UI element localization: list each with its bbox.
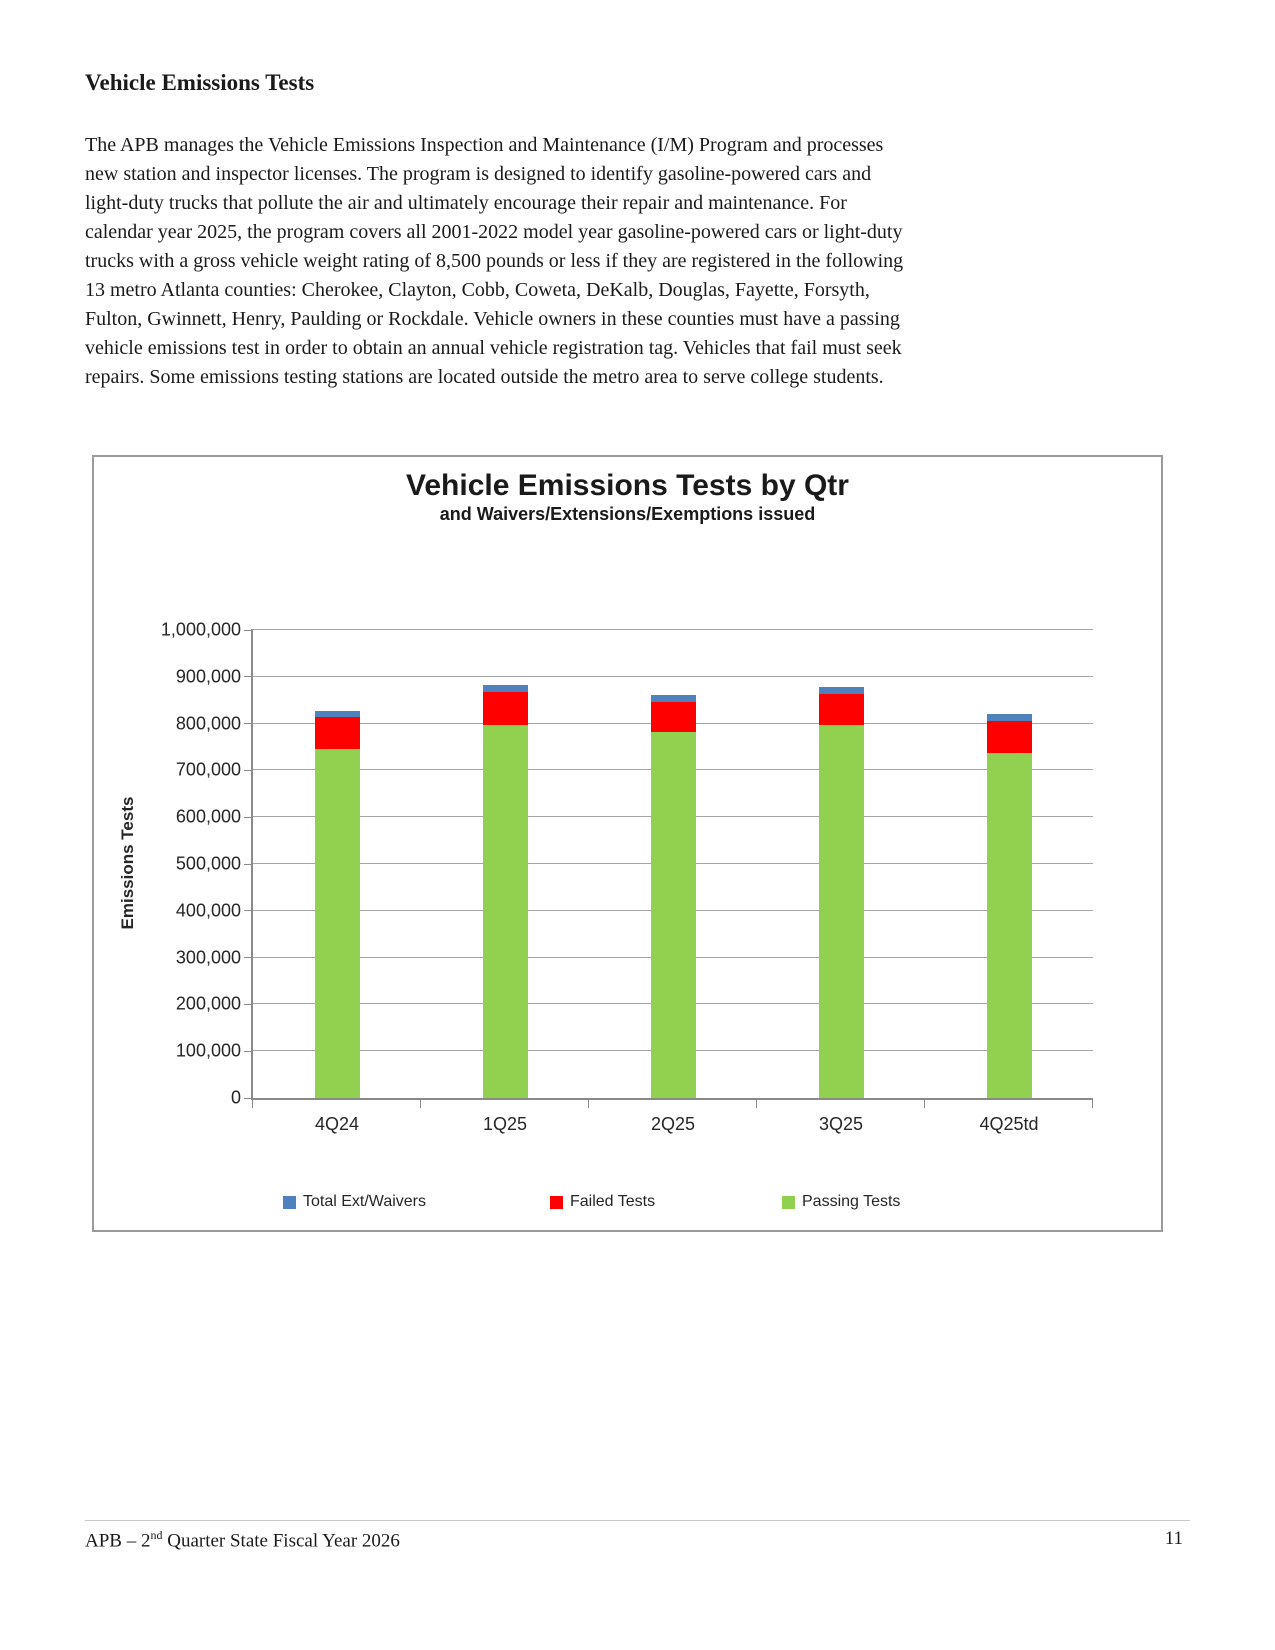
bar-segment-passing-tests-2Q25 bbox=[651, 732, 696, 1098]
y-tick-label: 700,000 bbox=[175, 759, 241, 780]
x-axis-tick bbox=[756, 1100, 757, 1108]
paragraph-line: trucks with a gross vehicle weight rating of 8,500 pounds or less if they are registered in the following bbox=[85, 250, 904, 272]
y-tick-label: 200,000 bbox=[175, 993, 241, 1014]
y-axis-tick bbox=[244, 723, 251, 724]
bar-slot bbox=[421, 630, 589, 1098]
legend-item-failed-tests bbox=[550, 1193, 655, 1211]
stacked-bar-4Q24 bbox=[315, 630, 360, 1098]
y-tick-label: 0 bbox=[230, 1087, 241, 1108]
bar-segment-total-ext-waivers-3Q25 bbox=[819, 687, 864, 694]
chart-container bbox=[92, 455, 1163, 1232]
x-tick-label: 4Q25td bbox=[979, 1114, 1039, 1134]
stacked-bar-3Q25 bbox=[819, 630, 864, 1098]
body-paragraph bbox=[85, 131, 1145, 392]
bar-segment-failed-tests-4Q25td bbox=[987, 721, 1032, 752]
bar-slot bbox=[757, 630, 925, 1098]
y-axis-tick bbox=[244, 770, 251, 771]
y-tick-label: 300,000 bbox=[175, 947, 241, 968]
bar-segment-failed-tests-3Q25 bbox=[819, 694, 864, 725]
legend-swatch-icon bbox=[782, 1196, 795, 1209]
legend-label: Total Ext/Waivers bbox=[303, 1193, 426, 1210]
y-axis-tick bbox=[244, 1098, 251, 1099]
y-tick-label: 400,000 bbox=[175, 900, 241, 921]
x-tick-label: 1Q25 bbox=[482, 1114, 528, 1134]
paragraph-line: new station and inspector licenses. The program is designed to identify gasoline-powered cars and bbox=[85, 163, 872, 185]
paragraph-line: The APB manages the Vehicle Emissions Inspection and Maintenance (I/M) Program and processes bbox=[85, 134, 884, 156]
x-tick-label: 3Q25 bbox=[818, 1114, 864, 1134]
chart-title: Vehicle Emissions Tests by Qtr bbox=[406, 469, 849, 502]
paragraph-line: Fulton, Gwinnett, Henry, Paulding or Rockdale. Vehicle owners in these counties must have a passing bbox=[85, 308, 900, 330]
bar-segment-failed-tests-4Q24 bbox=[315, 717, 360, 749]
y-axis-tick bbox=[244, 817, 251, 818]
paragraph-line: calendar year 2025, the program covers all 2001-2022 model year gasoline-powered cars or light-duty bbox=[85, 221, 903, 243]
x-axis-tick bbox=[252, 1100, 253, 1108]
paragraph-line: vehicle emissions test in order to obtain an annual vehicle registration tag. Vehicles that fail must seek bbox=[85, 337, 902, 359]
chart-legend bbox=[94, 1193, 1161, 1217]
y-tick-label: 800,000 bbox=[175, 713, 241, 734]
bar-segment-total-ext-waivers-2Q25 bbox=[651, 695, 696, 702]
footer-superscript: nd bbox=[150, 1528, 163, 1542]
bar-segment-failed-tests-2Q25 bbox=[651, 702, 696, 732]
bar-slot bbox=[253, 630, 421, 1098]
legend-item-total-ext-waivers bbox=[283, 1193, 426, 1211]
y-axis-tick bbox=[244, 630, 251, 631]
y-tick-label: 600,000 bbox=[175, 806, 241, 827]
y-tick-label: 1,000,000 bbox=[160, 619, 241, 640]
y-axis-tick bbox=[244, 864, 251, 865]
y-axis-tick bbox=[244, 957, 251, 958]
paragraph-line: repairs. Some emissions testing stations are located outside the metro area to serve college students. bbox=[85, 366, 884, 388]
paragraph-line: 13 metro Atlanta counties: Cherokee, Clayton, Cobb, Coweta, DeKalb, Douglas, Fayette, Forsyth, bbox=[85, 279, 870, 301]
page-footer bbox=[85, 1528, 1183, 1552]
bar-segment-failed-tests-1Q25 bbox=[483, 692, 528, 725]
bar-segment-passing-tests-3Q25 bbox=[819, 725, 864, 1098]
bar-slot bbox=[589, 630, 757, 1098]
legend-label: Passing Tests bbox=[802, 1193, 901, 1210]
legend-swatch-icon bbox=[550, 1196, 563, 1209]
y-axis-tick bbox=[244, 910, 251, 911]
footer-text: APB – 2nd Quarter State Fiscal Year 2026 bbox=[85, 1528, 400, 1552]
y-axis-tick bbox=[244, 676, 251, 677]
y-tick-label: 900,000 bbox=[175, 666, 241, 687]
stacked-bar-1Q25 bbox=[483, 630, 528, 1098]
bar-segment-passing-tests-1Q25 bbox=[483, 725, 528, 1098]
paragraph-line: light-duty trucks that pollute the air and ultimately encourage their repair and maintenance. For bbox=[85, 192, 847, 214]
footer-divider bbox=[85, 1520, 1190, 1521]
y-axis-tick bbox=[244, 1051, 251, 1052]
y-axis-tick bbox=[244, 1004, 251, 1005]
x-axis-tick bbox=[588, 1100, 589, 1108]
x-tick-label: 2Q25 bbox=[650, 1114, 696, 1134]
bar-segment-passing-tests-4Q24 bbox=[315, 749, 360, 1098]
bar-segment-total-ext-waivers-4Q25td bbox=[987, 714, 1032, 721]
y-axis-title: Emissions Tests bbox=[118, 796, 137, 930]
page-number: 11 bbox=[1164, 1528, 1183, 1549]
x-axis-tick bbox=[924, 1100, 925, 1108]
chart-subtitle: and Waivers/Extensions/Exemptions issued bbox=[439, 504, 816, 524]
bar-segment-passing-tests-4Q25td bbox=[987, 753, 1032, 1098]
stacked-bar-4Q25td bbox=[987, 630, 1032, 1098]
page-heading: Vehicle Emissions Tests bbox=[85, 70, 315, 95]
x-tick-label: 4Q24 bbox=[314, 1114, 360, 1134]
legend-item-passing-tests bbox=[782, 1193, 900, 1211]
plot-area bbox=[160, 619, 1093, 1134]
stacked-bar-2Q25 bbox=[651, 630, 696, 1098]
legend-swatch-icon bbox=[283, 1196, 296, 1209]
bar-slot bbox=[925, 630, 1093, 1098]
x-axis-tick bbox=[420, 1100, 421, 1108]
y-tick-label: 100,000 bbox=[175, 1040, 241, 1061]
y-tick-label: 500,000 bbox=[175, 853, 241, 874]
x-axis-tick bbox=[1092, 1100, 1093, 1108]
legend-label: Failed Tests bbox=[570, 1193, 656, 1210]
bar-segment-total-ext-waivers-1Q25 bbox=[483, 685, 528, 692]
